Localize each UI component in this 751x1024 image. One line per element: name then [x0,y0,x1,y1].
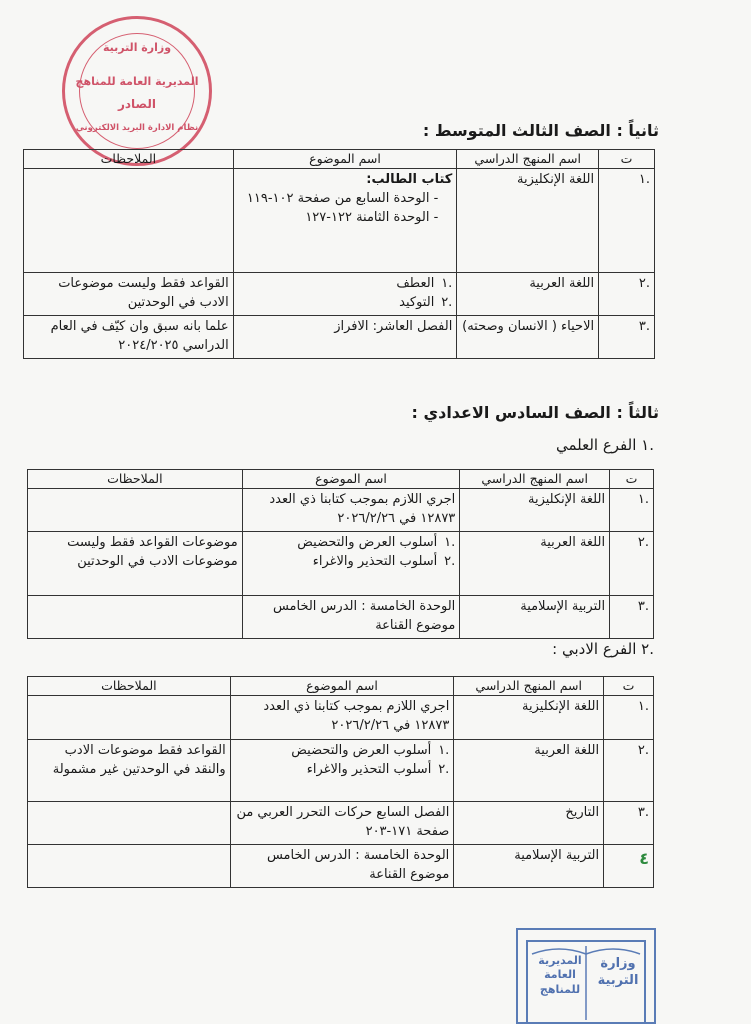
stamp-line-outgoing: الصادر [117,97,156,111]
row-topic: الفصل العاشر: الافراز [233,316,457,359]
row-number: .٢ [604,740,654,802]
topic-item: .٢التوكيد [399,294,453,310]
header-topic: اسم الموضوع [233,150,457,169]
row-topic [230,740,454,802]
table-row [28,489,654,532]
row-notes [28,595,243,638]
table-scientific-branch [27,469,654,639]
row-subject: الاحياء ( الانسان وصحته) [457,316,599,359]
row-subject: اللغة الإنكليزية [454,696,604,740]
header-notes: الملاحظات [24,150,234,169]
row-topic: الفصل السابع حركات التحرر العربي من صفحة ١٧١-٢٠٣ [230,802,454,845]
table-row [28,844,654,887]
stamp-line-ministry: وزارة التربية [102,41,172,54]
row-topic [233,169,457,273]
row-notes [28,696,231,740]
row-number: .٣ [604,802,654,845]
table-row [24,316,655,359]
row-subject: التربية الإسلامية [454,844,604,887]
row-notes [24,169,234,273]
table-row [28,740,654,802]
row-subject: التربية الإسلامية [460,595,610,638]
topic-item: - الوحدة السابع من صفحة ١٠٢-١١٩ [238,190,439,209]
row-notes: القواعد فقط موضوعات الادب والنقد في الوحدتين غير مشمولة [28,740,231,802]
row-notes: القواعد فقط وليست موضوعات الادب في الوحدتين [24,273,234,316]
table-header-row [24,150,655,169]
header-number: ت [604,677,654,696]
row-subject: اللغة العربية [454,740,604,802]
row-number: .٣ [599,316,655,359]
table-row [28,696,654,740]
row-notes: علما بانه سبق وان كيّف في العام الدراسي ٢٠٢٤/٢٠٢٥ [24,316,234,359]
row-number: .٢ [610,531,654,595]
stamp-directorate-text: المديرية العامة للمناهج [538,954,582,996]
header-subject: اسم المنهج الدراسي [457,150,599,169]
row-number: .٣ [610,595,654,638]
table-row [24,273,655,316]
table-row [28,802,654,845]
topic-title: كتاب الطالب: [366,172,453,188]
official-stamp-red [62,16,212,166]
table-row [28,531,654,595]
header-subject: اسم المنهج الدراسي [460,470,610,489]
table-header-row [28,470,654,489]
topic-item: .١العطف [396,276,453,292]
row-topic: اجري اللازم بموجب كتابنا ذي العدد ١٢٨٧٣ في ٢٠٢٦/٢/٢٦ [242,489,460,532]
topic-item: .١أسلوب العرض والتحضيض [297,534,456,550]
row-topic: اجري اللازم بموجب كتابنا ذي العدد ١٢٨٧٣ في ٢٠٢٦/٢/٢٦ [230,696,454,740]
header-topic: اسم الموضوع [242,470,460,489]
table-row [24,169,655,273]
table-header-row [28,677,654,696]
topic-item: .٢أسلوب التحذير والاغراء [306,761,450,777]
topic-list [238,190,453,228]
header-subject: اسم المنهج الدراسي [454,677,604,696]
row-topic [233,273,457,316]
row-notes: موضوعات القواعد فقط وليست موضوعات الادب في الوحدتين [28,531,243,595]
row-subject: اللغة العربية [460,531,610,595]
row-number: .١ [599,169,655,273]
row-subject: التاريخ [454,802,604,845]
table-row [28,595,654,638]
branch-title-literary: .٢ الفرع الادبي : [552,640,654,658]
row-notes [28,844,231,887]
branch-title-scientific: .١ الفرع العلمي [555,436,654,454]
row-number: .١ [610,489,654,532]
header-number: ت [599,150,655,169]
stamp-line-system: نظام الادارة البريد الالكتروني [75,123,199,133]
topic-item: .٢أسلوب التحذير والاغراء [312,553,456,569]
stamp-line-directorate: المديرية العامة للمناهج [75,75,199,88]
topic-item: .١أسلوب العرض والتحضيض [291,743,450,759]
section-heading-sixth-preparatory: ثالثاً : الصف السادس الاعدادي : [411,403,659,422]
row-subject: اللغة العربية [457,273,599,316]
stamp-ministry-text: وزارة التربية [597,956,639,988]
table-literary-branch [27,676,654,888]
row-subject: اللغة الإنكليزية [457,169,599,273]
header-topic: اسم الموضوع [230,677,454,696]
table-third-intermediate [23,149,655,359]
official-stamp-blue [516,928,656,1024]
row-notes [28,802,231,845]
row-topic: الوحدة الخامسة : الدرس الخامس موضوع القناعة [242,595,460,638]
row-topic [242,531,460,595]
topic-item: - الوحدة الثامنة ١٢٢-١٢٧ [238,209,439,228]
row-number: .١ [604,696,654,740]
row-number: .٢ [599,273,655,316]
header-number: ت [610,470,654,489]
header-notes: الملاحظات [28,470,243,489]
row-subject: اللغة الإنكليزية [460,489,610,532]
header-notes: الملاحظات [28,677,231,696]
row-number-handwritten: ٤ [604,844,654,887]
section-heading-third-intermediate: ثانياً : الصف الثالث المتوسط : [422,121,659,140]
row-topic: الوحدة الخامسة : الدرس الخامس موضوع القناعة [230,844,454,887]
row-notes [28,489,243,532]
